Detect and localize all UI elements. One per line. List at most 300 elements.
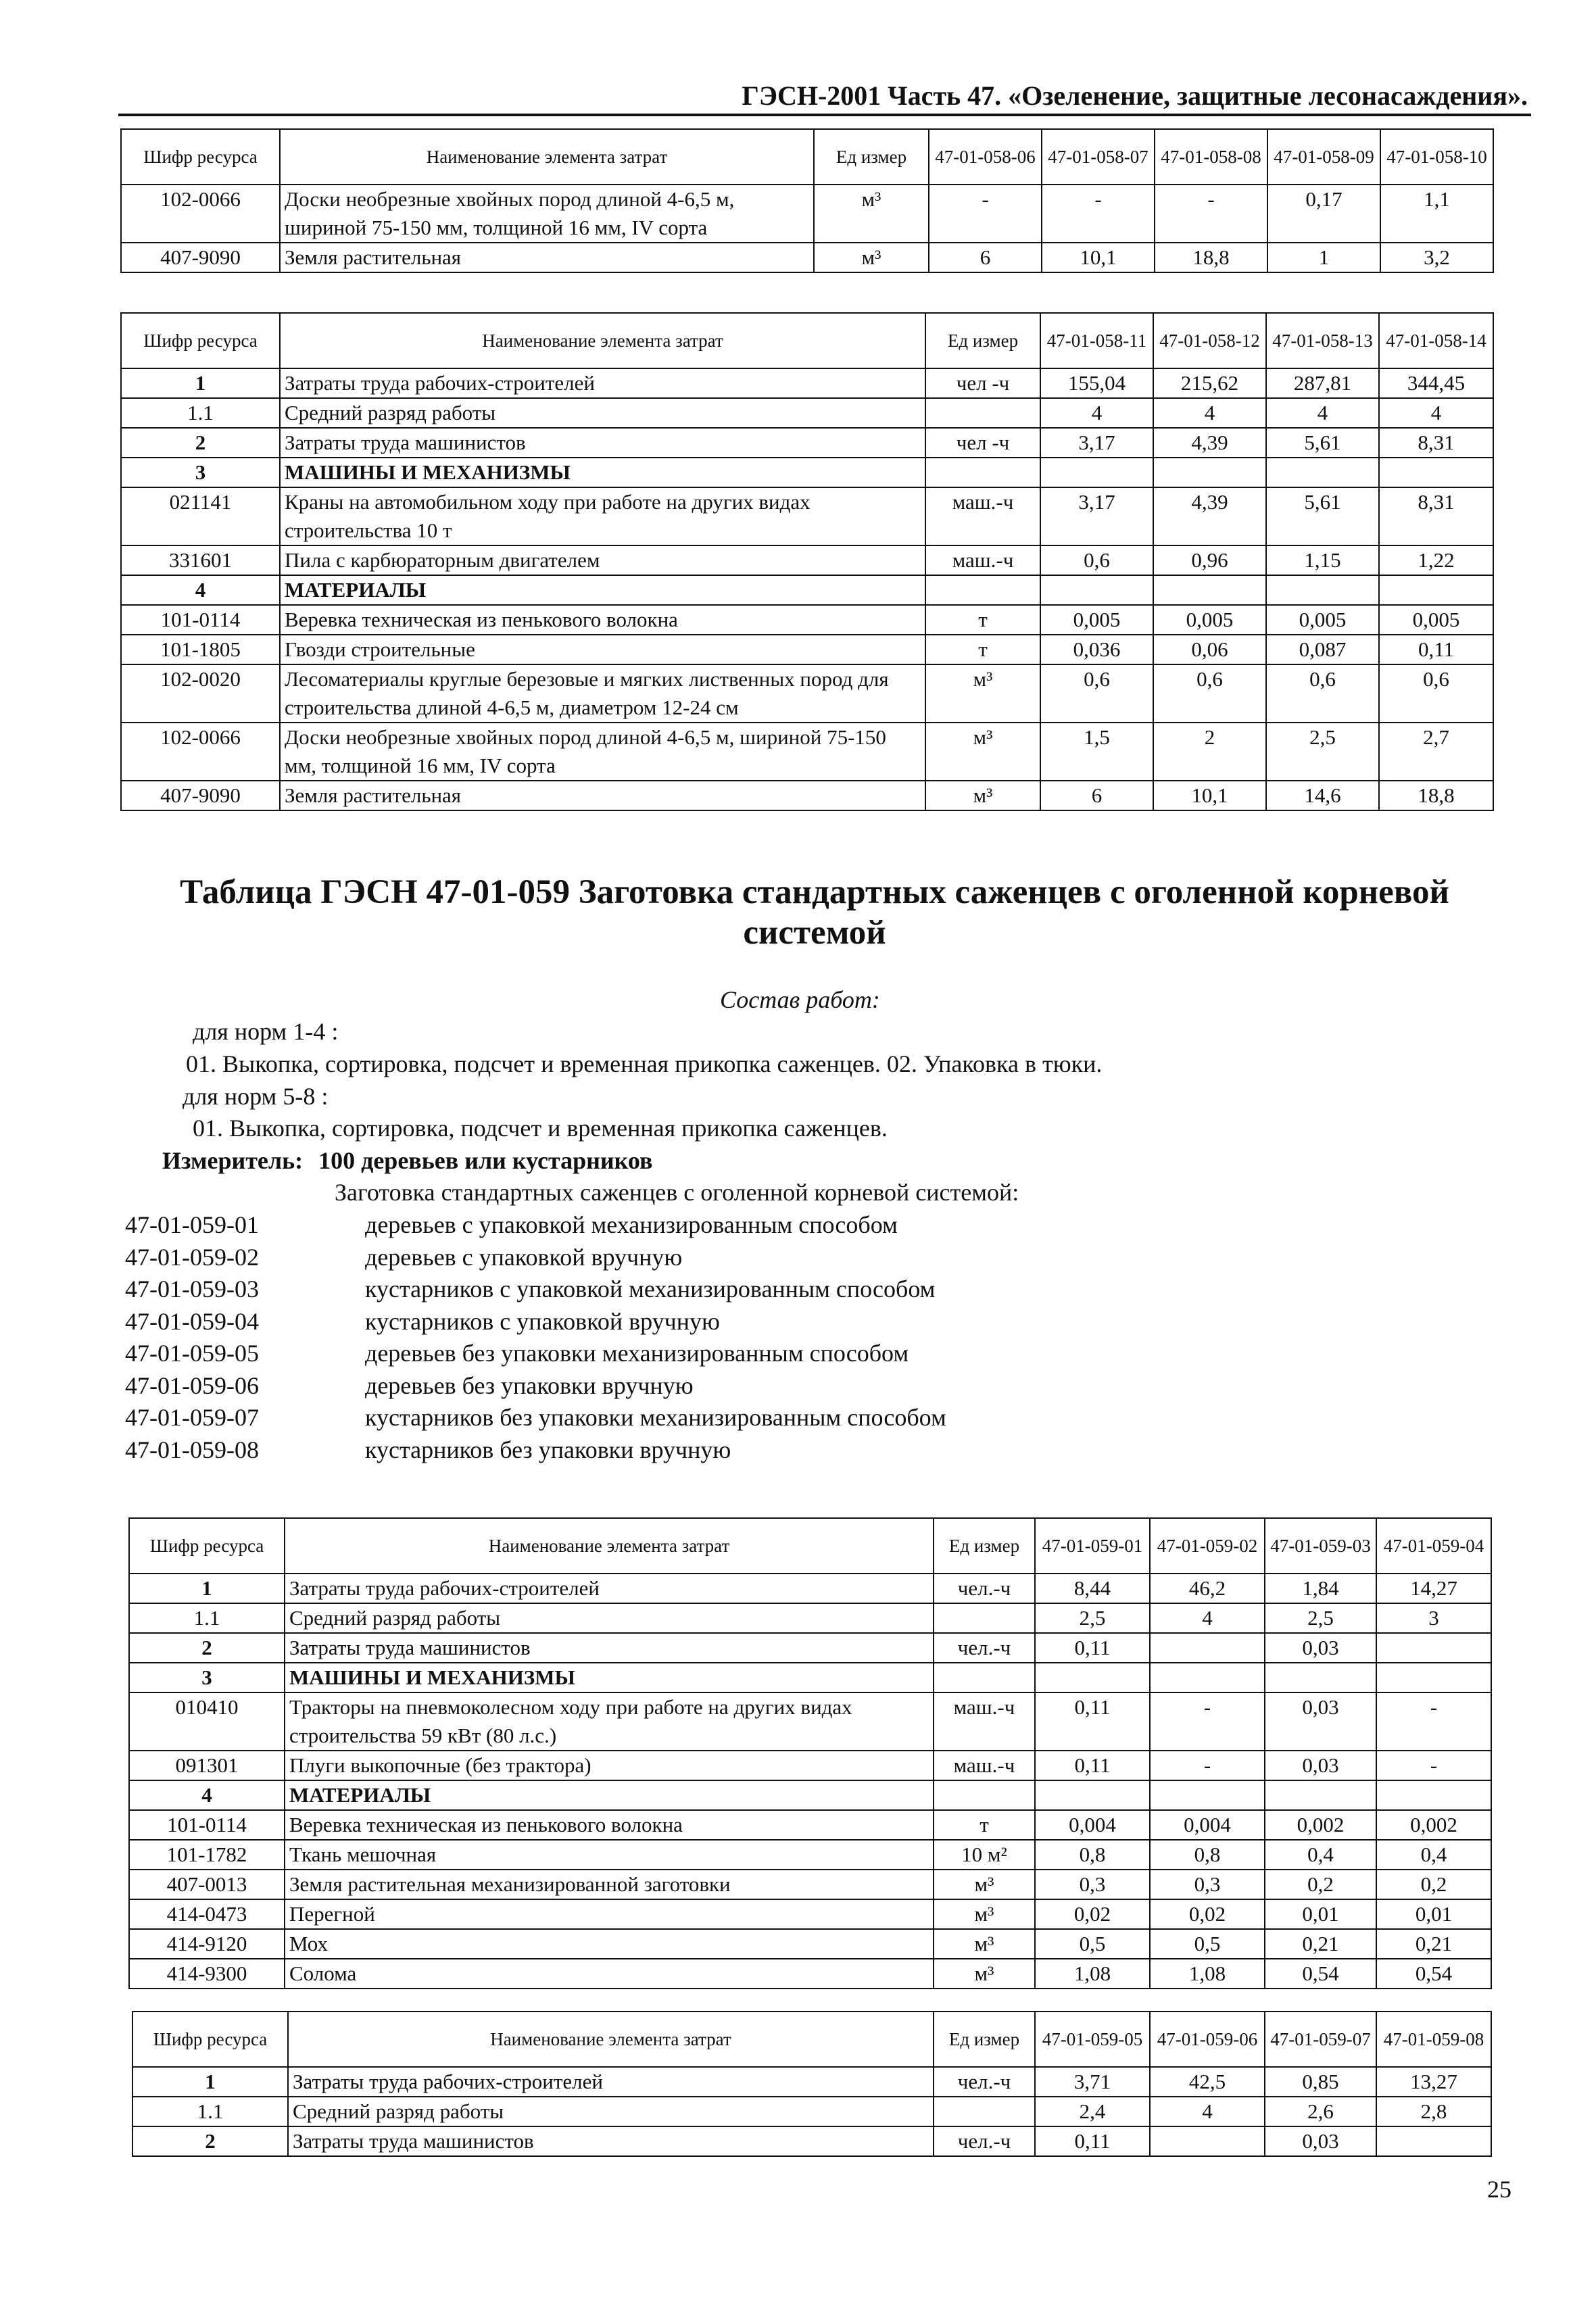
norm-value: 0,4 [1265,1840,1376,1870]
norm-value: 0,3 [1035,1870,1150,1899]
col-header-norm: 47-01-058-14 [1379,313,1493,368]
norm-value [1266,575,1379,605]
norm-value: 215,62 [1153,368,1266,398]
running-header: ГЭСН-2001 Часть 47. «Озеленение, защитные лесонасаждения». [742,80,1528,111]
table-row [129,1751,1491,1780]
col-header-norm: 47-01-058-10 [1380,129,1493,185]
norm-value [1379,458,1493,487]
norm-value: 0,004 [1150,1810,1265,1840]
unit: маш.-ч [925,487,1040,545]
col-header-norm: 47-01-059-03 [1265,1518,1376,1574]
norm-value: 0,54 [1265,1959,1376,1989]
resource-table-058-11-14 [120,312,1494,811]
norm-code: 47-01-059-03 [125,1275,259,1302]
norm-value: 1,08 [1035,1959,1150,1989]
norm-value [1266,458,1379,487]
resource-table-059-05-08 [132,2011,1492,2157]
norm-code: 47-01-059-08 [125,1436,259,1463]
resource-table-059-01-04 [128,1517,1492,1989]
norm-value: 4 [1150,1603,1265,1633]
norm-text: деревьев без упаковки вручную [365,1371,694,1399]
resource-name: Земля растительная [280,781,925,810]
table-row [129,1780,1491,1810]
norm-value: 0,3 [1150,1870,1265,1899]
norm-value: 10,1 [1042,243,1155,272]
norm-value: 6 [1040,781,1153,810]
unit: м³ [925,723,1040,781]
resource-code: 1.1 [121,398,280,428]
norm-value [1150,1633,1265,1663]
norm-value: 0,11 [1035,1751,1150,1780]
col-header-norm: 47-01-058-09 [1267,129,1380,185]
resource-name: Затраты труда рабочих-строителей [280,368,925,398]
norm-value: 0,11 [1379,635,1493,664]
norm-value: 0,005 [1040,605,1153,635]
norm-item [125,1337,1274,1369]
norm-value: 0,005 [1266,605,1379,635]
norm-value: 0,54 [1376,1959,1491,1989]
col-header-norm: 47-01-058-11 [1040,313,1153,368]
norm-value [1153,575,1266,605]
resource-name: Краны на автомобильном ходу при работе на других видах строительства 10 т [280,487,925,545]
resource-name: Затраты труда рабочих-строителей [288,2067,934,2097]
resource-code: 102-0066 [121,723,280,781]
col-header-norm: 47-01-059-06 [1150,2012,1265,2067]
norm-value [1150,1663,1265,1692]
norm-value: 1,1 [1380,185,1493,243]
unit [934,2097,1035,2126]
table-row [129,1870,1491,1899]
table-row [129,1929,1491,1959]
norm-value: 3,71 [1035,2067,1150,2097]
unit: чел.-ч [934,1633,1035,1663]
norm-value: 0,03 [1265,1751,1376,1780]
table-row [121,458,1493,487]
col-header-name: Наименование элемента затрат [285,1518,934,1574]
norm-value [1265,1780,1376,1810]
col-header-norm: 47-01-058-08 [1155,129,1267,185]
norm-value: 0,11 [1035,1692,1150,1751]
norm-value: 0,2 [1376,1870,1491,1899]
resource-code: 102-0020 [121,664,280,723]
norm-value: 4 [1379,398,1493,428]
unit [934,1780,1035,1810]
resource-name: Перегной [285,1899,934,1929]
norm-value: 0,01 [1265,1899,1376,1929]
resource-code: 3 [121,458,280,487]
resource-code: 1 [129,1574,285,1603]
col-header-name: Наименование элемента затрат [288,2012,934,2067]
norm-text: кустарников без упаковки вручную [365,1436,731,1463]
table-header-row [121,129,1493,185]
unit [934,1603,1035,1633]
resource-name: Средний разряд работы [288,2097,934,2126]
resource-code: 3 [129,1663,285,1692]
table-row [121,781,1493,810]
norm-value: 46,2 [1150,1574,1265,1603]
resource-code: 407-9090 [121,781,280,810]
norm-value: 0,005 [1153,605,1266,635]
norm-value: - [929,185,1042,243]
norm-text: деревьев с упаковкой механизированным способом [365,1211,898,1238]
norm-code: 47-01-059-07 [125,1404,259,1431]
norm-value [1040,458,1153,487]
resource-code: 1.1 [132,2097,288,2126]
meter-line [162,1144,652,1177]
norm-value: 2,5 [1266,723,1379,781]
resource-name: Затраты труда машинистов [288,2126,934,2156]
norm-value: - [1042,185,1155,243]
col-header-unit: Ед измер [814,129,929,185]
resource-code: 414-0473 [129,1899,285,1929]
norm-value: 0,96 [1153,545,1266,575]
col-header-norm: 47-01-059-01 [1035,1518,1150,1574]
norm-value [1376,1633,1491,1663]
norm-value [1150,2126,1265,2156]
resource-code: 101-1782 [129,1840,285,1870]
norm-value: 8,44 [1035,1574,1150,1603]
norm-value: 0,03 [1265,2126,1376,2156]
table-row [129,1840,1491,1870]
norm-value: 1,15 [1266,545,1379,575]
col-header-unit: Ед измер [925,313,1040,368]
col-header-norm: 47-01-058-06 [929,129,1042,185]
page-number: 25 [1487,2176,1512,2203]
norm-value: 0,8 [1150,1840,1265,1870]
norm-value: 0,06 [1153,635,1266,664]
norm-item [125,1401,1274,1434]
norm-item [125,1273,1274,1305]
composition-label: Состав работ: [720,986,880,1013]
resource-code: 2 [129,1633,285,1663]
norm-value: 3,17 [1040,428,1153,458]
col-header-name: Наименование элемента затрат [280,313,925,368]
col-header-code: Шифр ресурса [121,313,280,368]
resource-name: Ткань мешочная [285,1840,934,1870]
norm-value: 4,39 [1153,428,1266,458]
resource-code: 4 [129,1780,285,1810]
norm-item [125,1434,1274,1466]
resource-code: 101-1805 [121,635,280,664]
unit: м³ [814,185,929,243]
table-row [129,1603,1491,1633]
norm-value: 0,002 [1376,1810,1491,1840]
section-title: Таблица ГЭСН 47-01-059 Заготовка стандартных саженцев с оголенной корневой системой [180,873,1449,952]
header-rule [118,114,1531,116]
norm-value: 3,2 [1380,243,1493,272]
resource-name: Гвозди строительные [280,635,925,664]
meter-label: Измеритель: [162,1147,304,1174]
norm-value: 1,08 [1150,1959,1265,1989]
norm-value [1035,1780,1150,1810]
norm-item [125,1369,1274,1402]
norm-value: 0,5 [1150,1929,1265,1959]
unit: чел.-ч [934,2126,1035,2156]
norm-value: 0,02 [1150,1899,1265,1929]
table-row [132,2126,1491,2156]
resource-name: Тракторы на пневмоколесном ходу при работе на других видах строительства 59 кВт (80 л.с.) [285,1692,934,1751]
norm-value: 6 [929,243,1042,272]
resource-name: Доски необрезные хвойных пород длиной 4-6,5 м, шириной 75-150 мм, толщиной 16 мм, IV сорта [280,185,814,243]
col-header-code: Шифр ресурса [129,1518,285,1574]
norm-value: 0,8 [1035,1840,1150,1870]
resource-code: 1 [121,368,280,398]
resource-name: Мох [285,1929,934,1959]
norm-text: кустарников без упаковки механизированным способом [365,1404,946,1431]
resource-name: Затраты труда рабочих-строителей [285,1574,934,1603]
work-5-8: 01. Выкопка, сортировка, подсчет и временная прикопка саженцев. [193,1115,888,1142]
norm-code: 47-01-059-02 [125,1243,259,1271]
resource-name: Земля растительная механизированной заготовки [285,1870,934,1899]
norm-value: 155,04 [1040,368,1153,398]
table-row [121,545,1493,575]
norm-code: 47-01-059-01 [125,1211,259,1238]
norm-value: 0,6 [1040,545,1153,575]
table-row [121,185,1493,243]
norm-value: - [1150,1692,1265,1751]
norms-1-4-label: для норм 1-4 : [193,1018,339,1045]
table-row [129,1899,1491,1929]
table-row [129,1692,1491,1751]
norm-value: 0,002 [1265,1810,1376,1840]
col-header-norm: 47-01-059-08 [1376,2012,1491,2067]
norm-value: 5,61 [1266,487,1379,545]
norms-5-8-label: для норм 5-8 : [183,1083,329,1110]
table-row [129,1663,1491,1692]
table-row [121,368,1493,398]
norm-value [1265,1663,1376,1692]
norm-value: 5,61 [1266,428,1379,458]
norm-value: 0,6 [1379,664,1493,723]
col-header-code: Шифр ресурса [121,129,280,185]
norm-value: 0,17 [1267,185,1380,243]
resource-name: Затраты труда машинистов [280,428,925,458]
unit: т [934,1810,1035,1840]
resource-code: 102-0066 [121,185,280,243]
table-row [121,635,1493,664]
resource-code: 414-9300 [129,1959,285,1989]
norm-text: кустарников с упаковкой вручную [365,1307,720,1335]
table-row [132,2097,1491,2126]
norm-item [125,1209,1274,1241]
resource-code: 2 [121,428,280,458]
table-row [129,1574,1491,1603]
resource-name: Средний разряд работы [280,398,925,428]
table-row [121,398,1493,428]
resource-code: 101-0114 [121,605,280,635]
norm-value [1153,458,1266,487]
unit: чел.-ч [934,2067,1035,2097]
table-header-row [132,2012,1491,2067]
norm-value: 2,7 [1379,723,1493,781]
meter-value: 100 деревьев или кустарников [318,1147,653,1174]
norm-value: 4 [1040,398,1153,428]
unit: м³ [934,1929,1035,1959]
norm-value: 18,8 [1379,781,1493,810]
unit: чел -ч [925,428,1040,458]
norm-value: 8,31 [1379,487,1493,545]
resource-name: Веревка техническая из пенькового волокна [285,1810,934,1840]
norm-value: 2,6 [1265,2097,1376,2126]
table-row [121,575,1493,605]
resource-code: 1.1 [129,1603,285,1633]
norm-value: 2,5 [1265,1603,1376,1633]
table-row [129,1810,1491,1840]
table-row [129,1633,1491,1663]
col-header-norm: 47-01-059-02 [1150,1518,1265,1574]
norm-value: 0,03 [1265,1633,1376,1663]
unit: чел -ч [925,368,1040,398]
col-header-unit: Ед измер [934,2012,1035,2067]
unit: м³ [934,1899,1035,1929]
norm-value [1376,2126,1491,2156]
col-header-code: Шифр ресурса [132,2012,288,2067]
unit [925,575,1040,605]
norm-value: - [1376,1692,1491,1751]
norm-item [125,1305,1274,1338]
norm-text: деревьев без упаковки механизированным способом [365,1340,909,1367]
norm-value: 1 [1267,243,1380,272]
norm-value: 8,31 [1379,428,1493,458]
norm-value [1376,1663,1491,1692]
norm-value: 18,8 [1155,243,1267,272]
resource-code: 101-0114 [129,1810,285,1840]
norm-value: 2,5 [1035,1603,1150,1633]
resource-code: 2 [132,2126,288,2156]
table-header-row [129,1518,1491,1574]
unit: м³ [934,1959,1035,1989]
resource-code: 331601 [121,545,280,575]
norm-value: 42,5 [1150,2067,1265,2097]
table-row [121,428,1493,458]
unit: маш.-ч [925,545,1040,575]
norm-value: 4 [1153,398,1266,428]
unit: маш.-ч [934,1751,1035,1780]
norm-value: 1,5 [1040,723,1153,781]
norm-value: 0,6 [1266,664,1379,723]
table-row [132,2067,1491,2097]
norm-value: - [1155,185,1267,243]
norm-value: 3,17 [1040,487,1153,545]
col-header-unit: Ед измер [934,1518,1035,1574]
norm-value: 2,4 [1035,2097,1150,2126]
col-header-norm: 47-01-059-04 [1376,1518,1491,1574]
resource-name: Пила с карбюраторным двигателем [280,545,925,575]
norm-code: 47-01-059-04 [125,1307,259,1335]
norm-value: 0,5 [1035,1929,1150,1959]
table-row [121,664,1493,723]
table-row [121,723,1493,781]
norm-value: 0,4 [1376,1840,1491,1870]
norm-value: 0,004 [1035,1810,1150,1840]
norm-value: 0,11 [1035,2126,1150,2156]
norm-value: 13,27 [1376,2067,1491,2097]
unit: 10 м² [934,1840,1035,1870]
norm-value: 1,22 [1379,545,1493,575]
norm-value: 2 [1153,723,1266,781]
resource-name: МАШИНЫ И МЕХАНИЗМЫ [285,1663,934,1692]
norm-value: 344,45 [1379,368,1493,398]
norm-value: 0,11 [1035,1633,1150,1663]
norm-value: 0,21 [1376,1929,1491,1959]
resource-name: Земля растительная [280,243,814,272]
norm-value: 0,21 [1265,1929,1376,1959]
unit: м³ [814,243,929,272]
col-header-norm: 47-01-058-12 [1153,313,1266,368]
resource-name: МАТЕРИАЛЫ [280,575,925,605]
norm-value: 14,6 [1266,781,1379,810]
resource-code: 091301 [129,1751,285,1780]
unit: м³ [925,781,1040,810]
norm-code: 47-01-059-06 [125,1371,259,1399]
table-row [121,243,1493,272]
norm-item [125,1241,1274,1273]
col-header-name: Наименование элемента затрат [280,129,814,185]
resource-table-058-06-10 [120,128,1494,273]
resource-code: 407-9090 [121,243,280,272]
norm-value: - [1150,1751,1265,1780]
norm-value: 14,27 [1376,1574,1491,1603]
norm-value: 0,01 [1376,1899,1491,1929]
norm-text: деревьев с упаковкой вручную [365,1243,683,1271]
norm-value: 0,6 [1153,664,1266,723]
col-header-norm: 47-01-059-05 [1035,2012,1150,2067]
resource-name: Доски необрезные хвойных пород длиной 4-6,5 м, шириной 75-150 мм, толщиной 16 мм, IV сорта [280,723,925,781]
norm-value: 1,84 [1265,1574,1376,1603]
norm-list [125,1209,1274,1465]
resource-name: Средний разряд работы [285,1603,934,1633]
unit [934,1663,1035,1692]
table-row [121,487,1493,545]
norm-value: 0,087 [1266,635,1379,664]
norm-value: 0,036 [1040,635,1153,664]
resource-code: 1 [132,2067,288,2097]
unit: м³ [925,664,1040,723]
resource-name: Веревка техническая из пенькового волокна [280,605,925,635]
norm-value [1379,575,1493,605]
table-row [129,1959,1491,1989]
resource-code: 4 [121,575,280,605]
resource-name: МАШИНЫ И МЕХАНИЗМЫ [280,458,925,487]
resource-code: 407-0013 [129,1870,285,1899]
work-1-4: 01. Выкопка, сортировка, подсчет и временная прикопка саженцев. 02. Упаковка в тюки. [186,1050,1103,1077]
resource-code: 021141 [121,487,280,545]
norm-value: 287,81 [1266,368,1379,398]
resource-name: МАТЕРИАЛЫ [285,1780,934,1810]
norm-value [1040,575,1153,605]
norm-value: 4 [1266,398,1379,428]
table-row [121,605,1493,635]
norm-value: 10,1 [1153,781,1266,810]
norm-value: - [1376,1751,1491,1780]
norm-value [1376,1780,1491,1810]
col-header-norm: 47-01-058-13 [1266,313,1379,368]
norm-value: 0,02 [1035,1899,1150,1929]
norm-value: 0,2 [1265,1870,1376,1899]
norm-value: 0,6 [1040,664,1153,723]
unit: маш.-ч [934,1692,1035,1751]
col-header-norm: 47-01-059-07 [1265,2012,1376,2067]
unit [925,458,1040,487]
norm-value: 0,85 [1265,2067,1376,2097]
norm-value: 0,03 [1265,1692,1376,1751]
unit [925,398,1040,428]
unit: чел.-ч [934,1574,1035,1603]
resource-name: Плуги выкопочные (без трактора) [285,1751,934,1780]
norm-value: 4,39 [1153,487,1266,545]
resource-name: Лесоматериалы круглые березовые и мягких лиственных пород для строительства длиной 4-6,5 м, диаметром 12-24 см [280,664,925,723]
norm-text: кустарников с упаковкой механизированным способом [365,1275,936,1302]
